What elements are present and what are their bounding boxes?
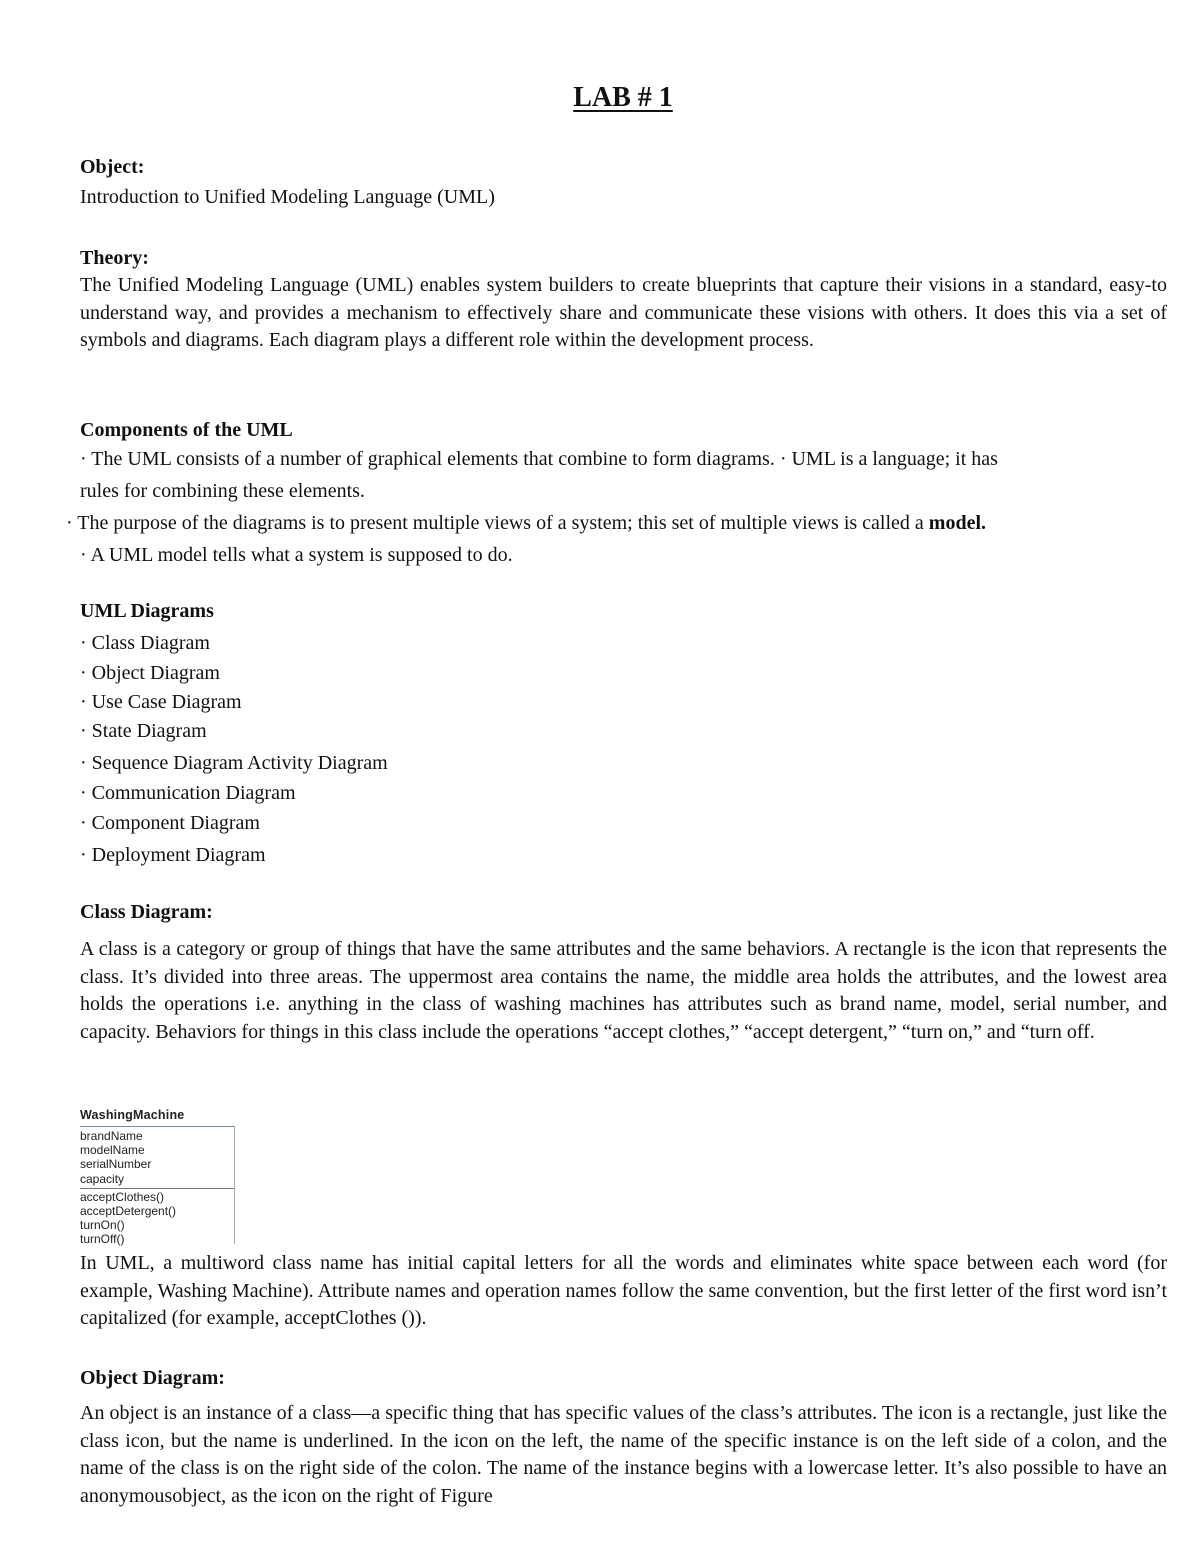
list-item: · Deployment Diagram <box>80 844 266 866</box>
uml-operations <box>80 1189 235 1249</box>
object-diagram-paragraph: An object is an instance of a class—a specific thing that has specific values of the class’s attributes. The icon is a rectangle, just like the class icon, but the name is underlined. In the icon on the left, the name of the specific instance is on the left side of a colon, and the name of the class is on the right side of the colon. The name of the instance begins with a lowercase letter. It’s also possible to have an anonymousobject, as the icon on the right of Figure <box>80 1402 1167 1507</box>
components-line-1: · The UML consists of a number of graphical elements that combine to form diagrams. · UML is a language; it has <box>80 448 998 470</box>
uml-operation: acceptClothes() <box>80 1189 165 1204</box>
class-diagram-heading: Class Diagram: <box>80 901 213 923</box>
page-title: LAB # 1 <box>573 82 673 113</box>
naming-convention-paragraph: In UML, a multiword class name has initial capital letters for all the words and eliminates white space between each word (for example, Washing Machine). Attribute names and operation names follow the same convention, but the first letter of the first word isn’t capitalized (for example, acceptClothes ()). <box>80 1252 1167 1329</box>
list-item: · Component Diagram <box>80 812 260 834</box>
uml-diagrams-heading: UML Diagrams <box>80 600 214 622</box>
uml-attribute: serialNumber <box>80 1157 152 1172</box>
components-line-4: · A UML model tells what a system is supposed to do. <box>80 544 513 566</box>
list-item: · Communication Diagram <box>80 782 296 804</box>
list-item: · Sequence Diagram Activity Diagram <box>80 752 388 774</box>
uml-attribute: modelName <box>80 1143 145 1158</box>
uml-class-name: WashingMachine <box>80 1108 185 1122</box>
components-line-2: rules for combining these elements. <box>80 480 365 502</box>
uml-border <box>234 1126 235 1244</box>
list-item: · Class Diagram <box>80 632 210 654</box>
list-item: · State Diagram <box>80 720 207 742</box>
components-heading: Components of the UML <box>80 419 293 441</box>
theory-paragraph: The Unified Modeling Language (UML) enables system builders to create blueprints that capture their visions in a standard, easy-to understand way, and provides a mechanism to effectively share and communicate these visions with others. It does this via a set of symbols and diagrams. Each diagram plays a different role within the development process. <box>80 274 1167 351</box>
uml-attribute: capacity <box>80 1171 125 1186</box>
list-item: · Use Case Diagram <box>80 691 242 713</box>
object-diagram-heading: Object Diagram: <box>80 1367 225 1389</box>
object-heading: Object: <box>80 156 145 178</box>
components-line-3-text: · The purpose of the diagrams is to present multiple views of a system; this set of multiple views is called a <box>66 512 929 534</box>
uml-attributes <box>80 1127 235 1188</box>
uml-operation: acceptDetergent() <box>80 1204 177 1219</box>
washing-machine-class-figure <box>80 1107 235 1247</box>
class-diagram-paragraph: A class is a category or group of things that have the same attributes and the same behaviors. A rectangle is the icon that represents the class. It’s divided into three areas. The uppermost area contains the name, the middle area holds the attributes, and the lowest area holds the operations i.e. anything in the class of washing machines has attributes such as brand name, model, serial number, and capacity. Behaviors for things in this class include the operations “accept clothes,” “accept detergent,” “turn on,” and “turn off. <box>80 938 1167 1043</box>
object-text: Introduction to Unified Modeling Language (UML) <box>80 186 495 208</box>
theory-heading: Theory: <box>80 247 149 269</box>
uml-operation: turnOff() <box>80 1232 125 1247</box>
uml-operation: turnOn() <box>80 1218 125 1233</box>
list-item: · Object Diagram <box>80 662 220 684</box>
components-line-3 <box>66 511 986 535</box>
model-term: model. <box>928 512 987 534</box>
uml-attribute: brandName <box>80 1129 143 1143</box>
